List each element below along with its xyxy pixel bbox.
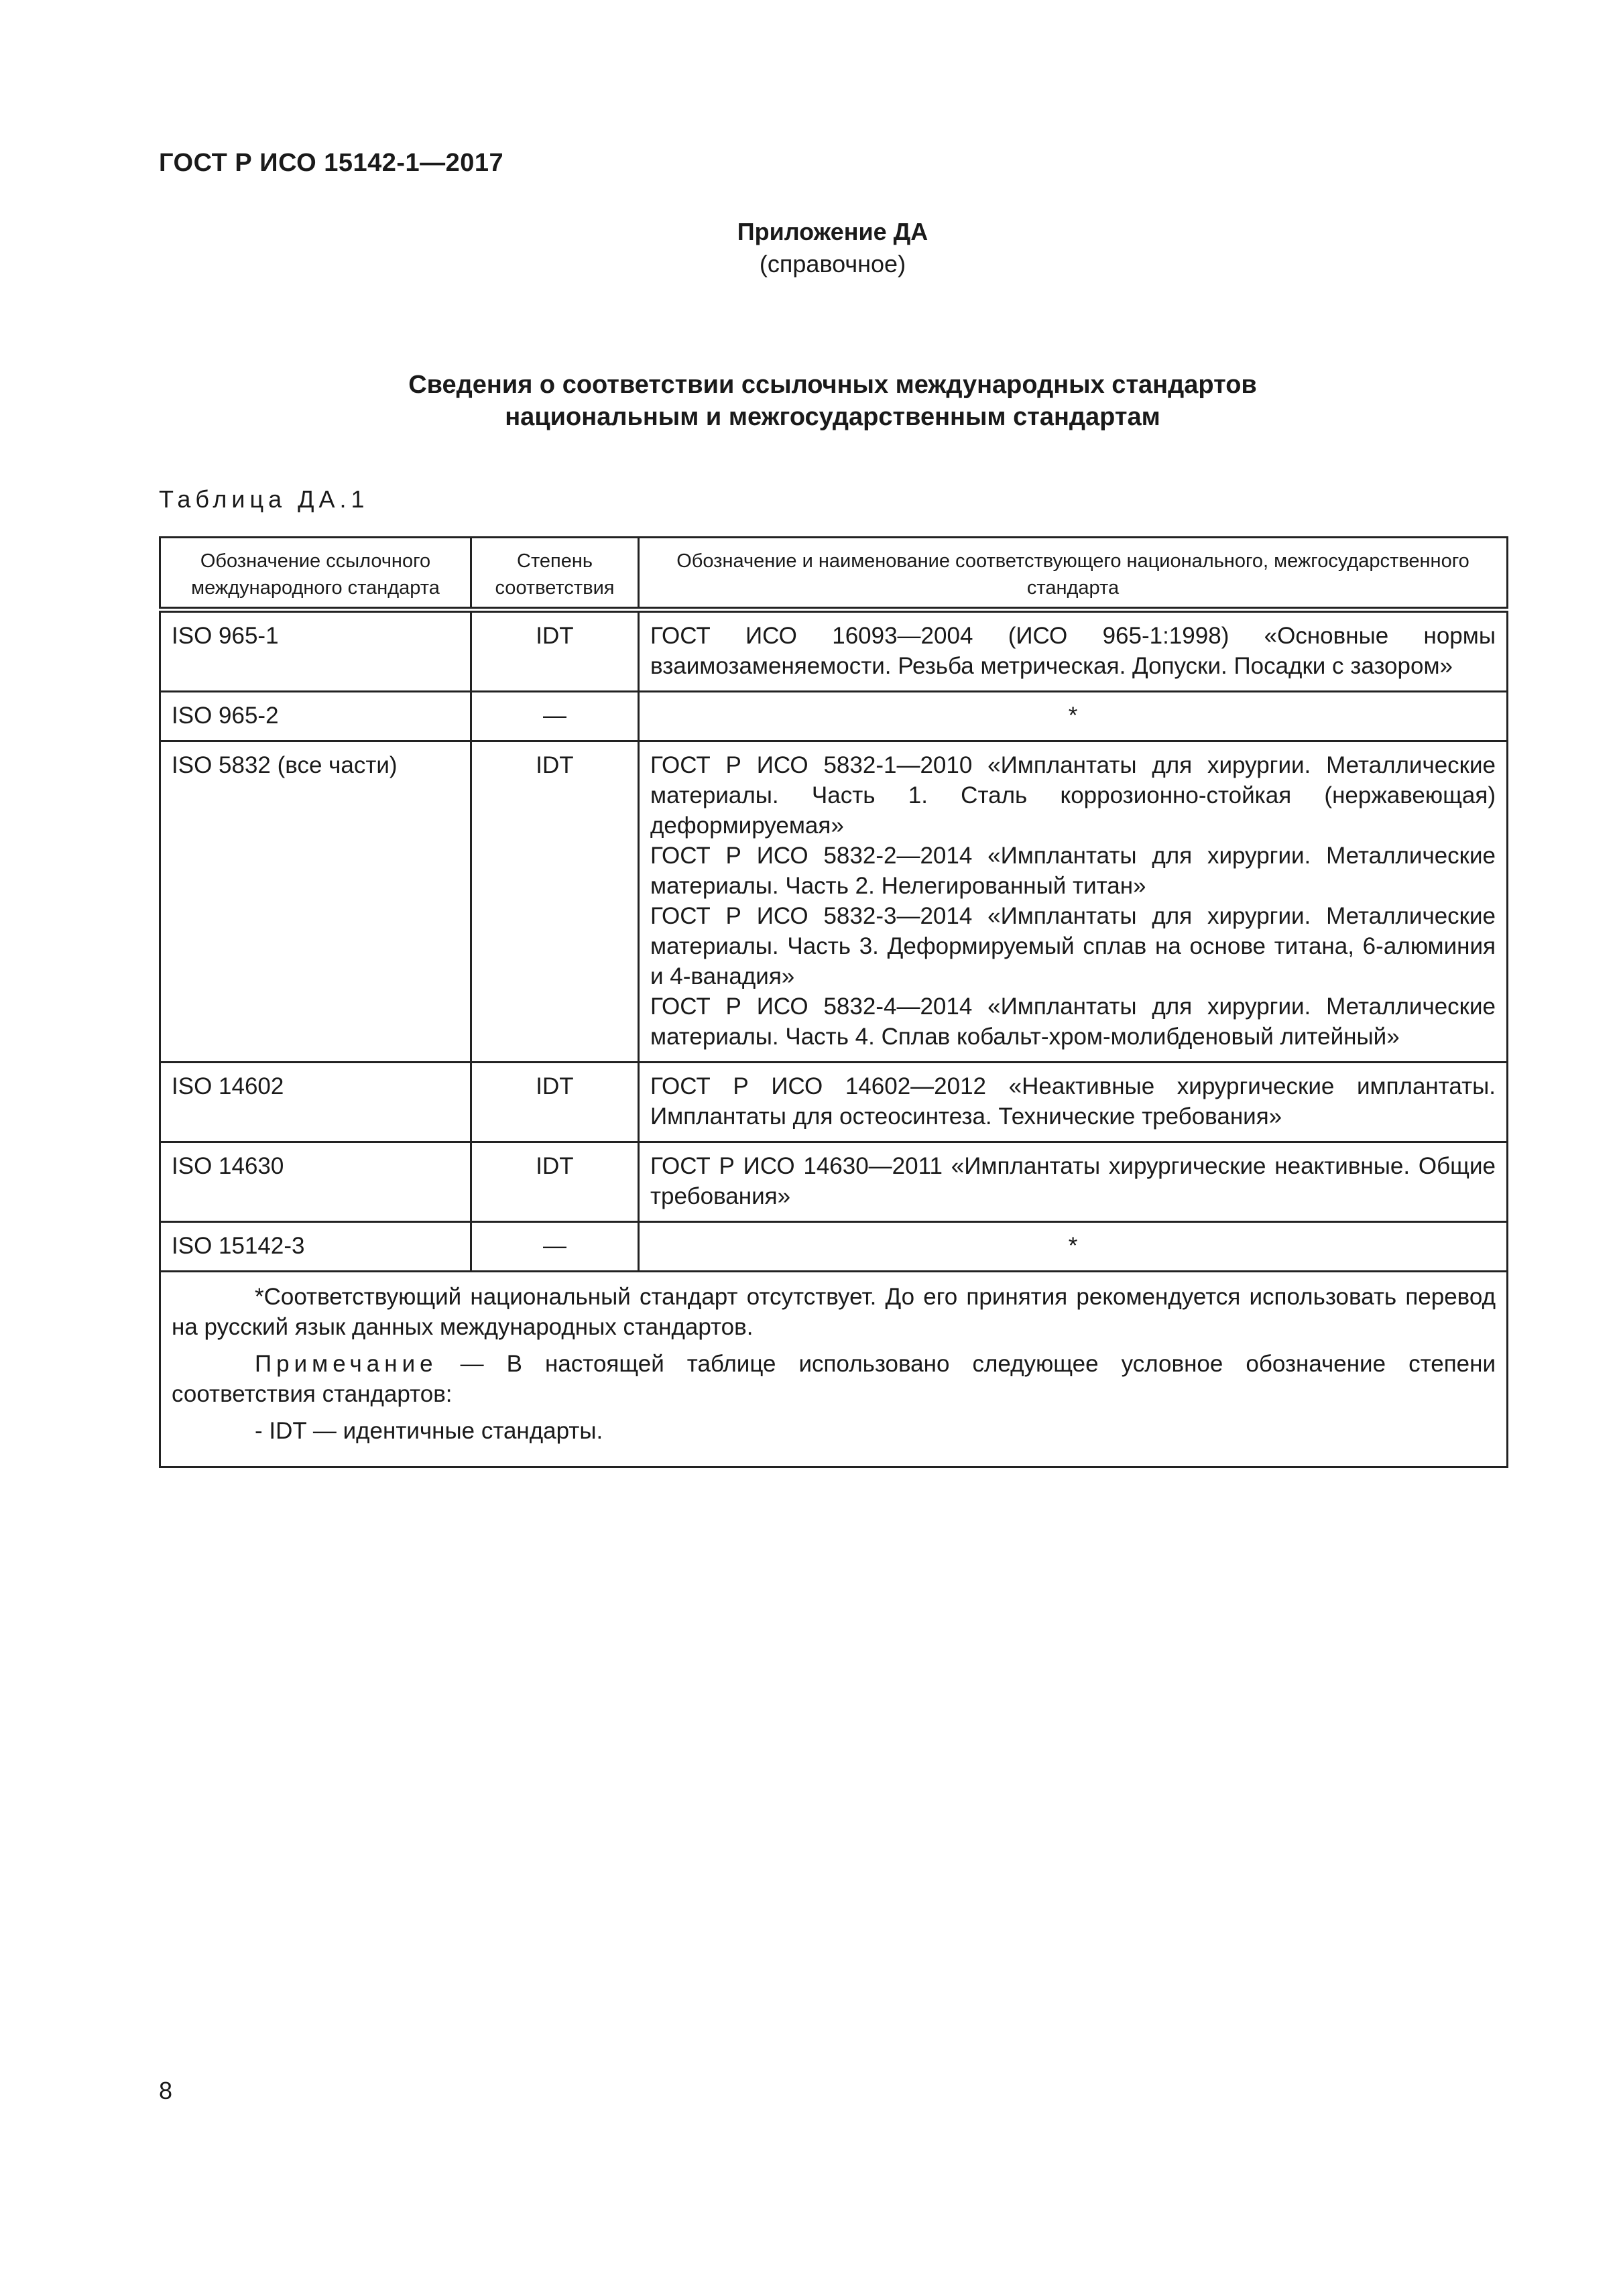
heading-line-1: Сведения о соответствии ссылочных международных стандартов — [408, 371, 1257, 399]
cell-reference: ISO 14602 — [160, 1063, 471, 1142]
national-entry: ГОСТ Р ИСО 14602—2012 «Неактивные хирургические имплантаты. Имплантаты для остеосинтеза. Технические требования» — [650, 1073, 1496, 1130]
cell-degree: — — [471, 1222, 639, 1272]
correspondence-table — [159, 536, 1508, 1468]
note-label: Примечание — [255, 1351, 438, 1377]
national-entry: ГОСТ Р ИСО 5832-3—2014 «Имплантаты для хирургии. Металлические материалы. Часть 3. Деформируемый сплав на основе титана, 6-алюминия и 4-ванадия» — [650, 903, 1496, 989]
annex-subtitle: (справочное) — [759, 250, 906, 278]
cell-national: * — [639, 692, 1508, 741]
note-text: — В настоящей таблице использовано следующее условное обозначение степени соответствия стандартов: — [172, 1351, 1496, 1407]
degree-legend: - IDT — идентичные стандарты. — [255, 1418, 603, 1444]
column-header-reference: Обозначение ссылочного международного стандарта — [160, 538, 471, 610]
table-row — [160, 741, 1508, 1063]
table-row — [160, 1063, 1508, 1142]
cell-national — [639, 1063, 1508, 1142]
section-heading — [159, 369, 1506, 433]
table-row — [160, 1142, 1508, 1222]
page-number: 8 — [159, 2077, 173, 2104]
cell-reference: ISO 5832 (все части) — [160, 741, 471, 1063]
table-footer — [160, 1272, 1508, 1467]
cell-national: * — [639, 1222, 1508, 1272]
national-entry: ГОСТ Р ИСО 5832-4—2014 «Имплантаты для хирургии. Металлические материалы. Часть 4. Сплав кобальт-хром-молибденовый литейный» — [650, 993, 1496, 1050]
annex-block — [159, 216, 1506, 280]
table-header-row — [160, 538, 1508, 610]
table-row — [160, 610, 1508, 692]
national-entry: ГОСТ Р ИСО 5832-2—2014 «Имплантаты для хирургии. Металлические материалы. Часть 2. Нелегированный титан» — [650, 843, 1496, 899]
cell-national — [639, 741, 1508, 1063]
document-code: ГОСТ Р ИСО 15142-1—2017 — [159, 149, 504, 177]
annex-title: Приложение ДА — [737, 218, 928, 245]
column-header-degree: Степень соответствия — [471, 538, 639, 610]
column-header-national: Обозначение и наименование соответствующего национального, межгосударственного стандарта — [639, 538, 1508, 610]
cell-degree: IDT — [471, 1142, 639, 1222]
cell-degree: IDT — [471, 1063, 639, 1142]
cell-national — [639, 1142, 1508, 1222]
cell-national — [639, 610, 1508, 692]
table-label: Таблица ДА.1 — [159, 485, 369, 513]
footnote: *Соответствующий национальный стандарт отсутствует. До его принятия рекомендуется использовать перевод на русский язык данных международных стандартов. — [172, 1284, 1496, 1340]
heading-line-2: национальным и межгосударственным стандартам — [505, 403, 1160, 431]
cell-degree: IDT — [471, 610, 639, 692]
cell-reference: ISO 965-1 — [160, 610, 471, 692]
correspondence-table-wrap — [159, 536, 1506, 1468]
cell-reference: ISO 14630 — [160, 1142, 471, 1222]
table-note — [172, 1349, 1496, 1409]
national-entry: ГОСТ Р ИСО 14630—2011 «Имплантаты хирургические неактивные. Общие требования» — [650, 1153, 1496, 1209]
cell-reference: ISO 965-2 — [160, 692, 471, 741]
national-entry: ГОСТ ИСО 16093—2004 (ИСО 965-1:1998) «Основные нормы взаимозаменяемости. Резьба метрическая. Допуски. Посадки с зазором» — [650, 623, 1496, 679]
table-row — [160, 1222, 1508, 1272]
cell-reference: ISO 15142-3 — [160, 1222, 471, 1272]
cell-degree: — — [471, 692, 639, 741]
national-entry: ГОСТ Р ИСО 5832-1—2010 «Имплантаты для хирургии. Металлические материалы. Часть 1. Сталь коррозионно-стойкая (нержавеющая) деформируемая» — [650, 752, 1496, 839]
cell-degree: IDT — [471, 741, 639, 1063]
table-footer-row — [160, 1272, 1508, 1467]
table-row — [160, 692, 1508, 741]
